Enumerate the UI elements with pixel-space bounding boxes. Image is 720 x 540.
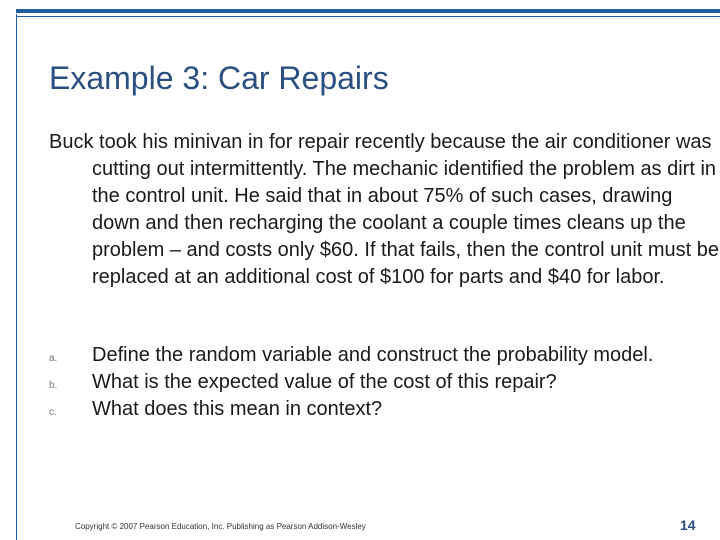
question-item-c	[49, 396, 679, 423]
question-text: Define the random variable and construct the probability model.	[92, 344, 654, 366]
left-rule	[16, 14, 17, 540]
copyright-footer: Copyright © 2007 Pearson Education, Inc. Publishing as Pearson Addison-Wesley	[75, 522, 366, 531]
question-item-a	[49, 342, 679, 369]
question-list	[49, 342, 679, 423]
intro-paragraph: Buck took his minivan in for repair recently because the air conditioner was cutting out intermittently. The mechanic identified the problem as dirt in the control unit. He said that in about 75% of such cases, drawing down and then recharging the coolant a couple times cleans up the problem – and costs only $60. If that fails, then the control unit must be replaced at an additional cost of $100 for parts and $40 for labor.	[49, 131, 720, 288]
question-item-b	[49, 369, 679, 396]
question-marker: a.	[49, 353, 58, 364]
question-text: What is the expected value of the cost of this repair?	[92, 371, 557, 393]
question-marker: b.	[49, 380, 58, 391]
top-rule-thin	[16, 16, 720, 17]
slide-title: Example 3: Car Repairs	[49, 60, 389, 96]
page-number: 14	[680, 517, 696, 533]
top-rule-thick	[16, 9, 720, 13]
question-text: What does this mean in context?	[92, 398, 383, 420]
question-marker: c.	[49, 407, 57, 418]
